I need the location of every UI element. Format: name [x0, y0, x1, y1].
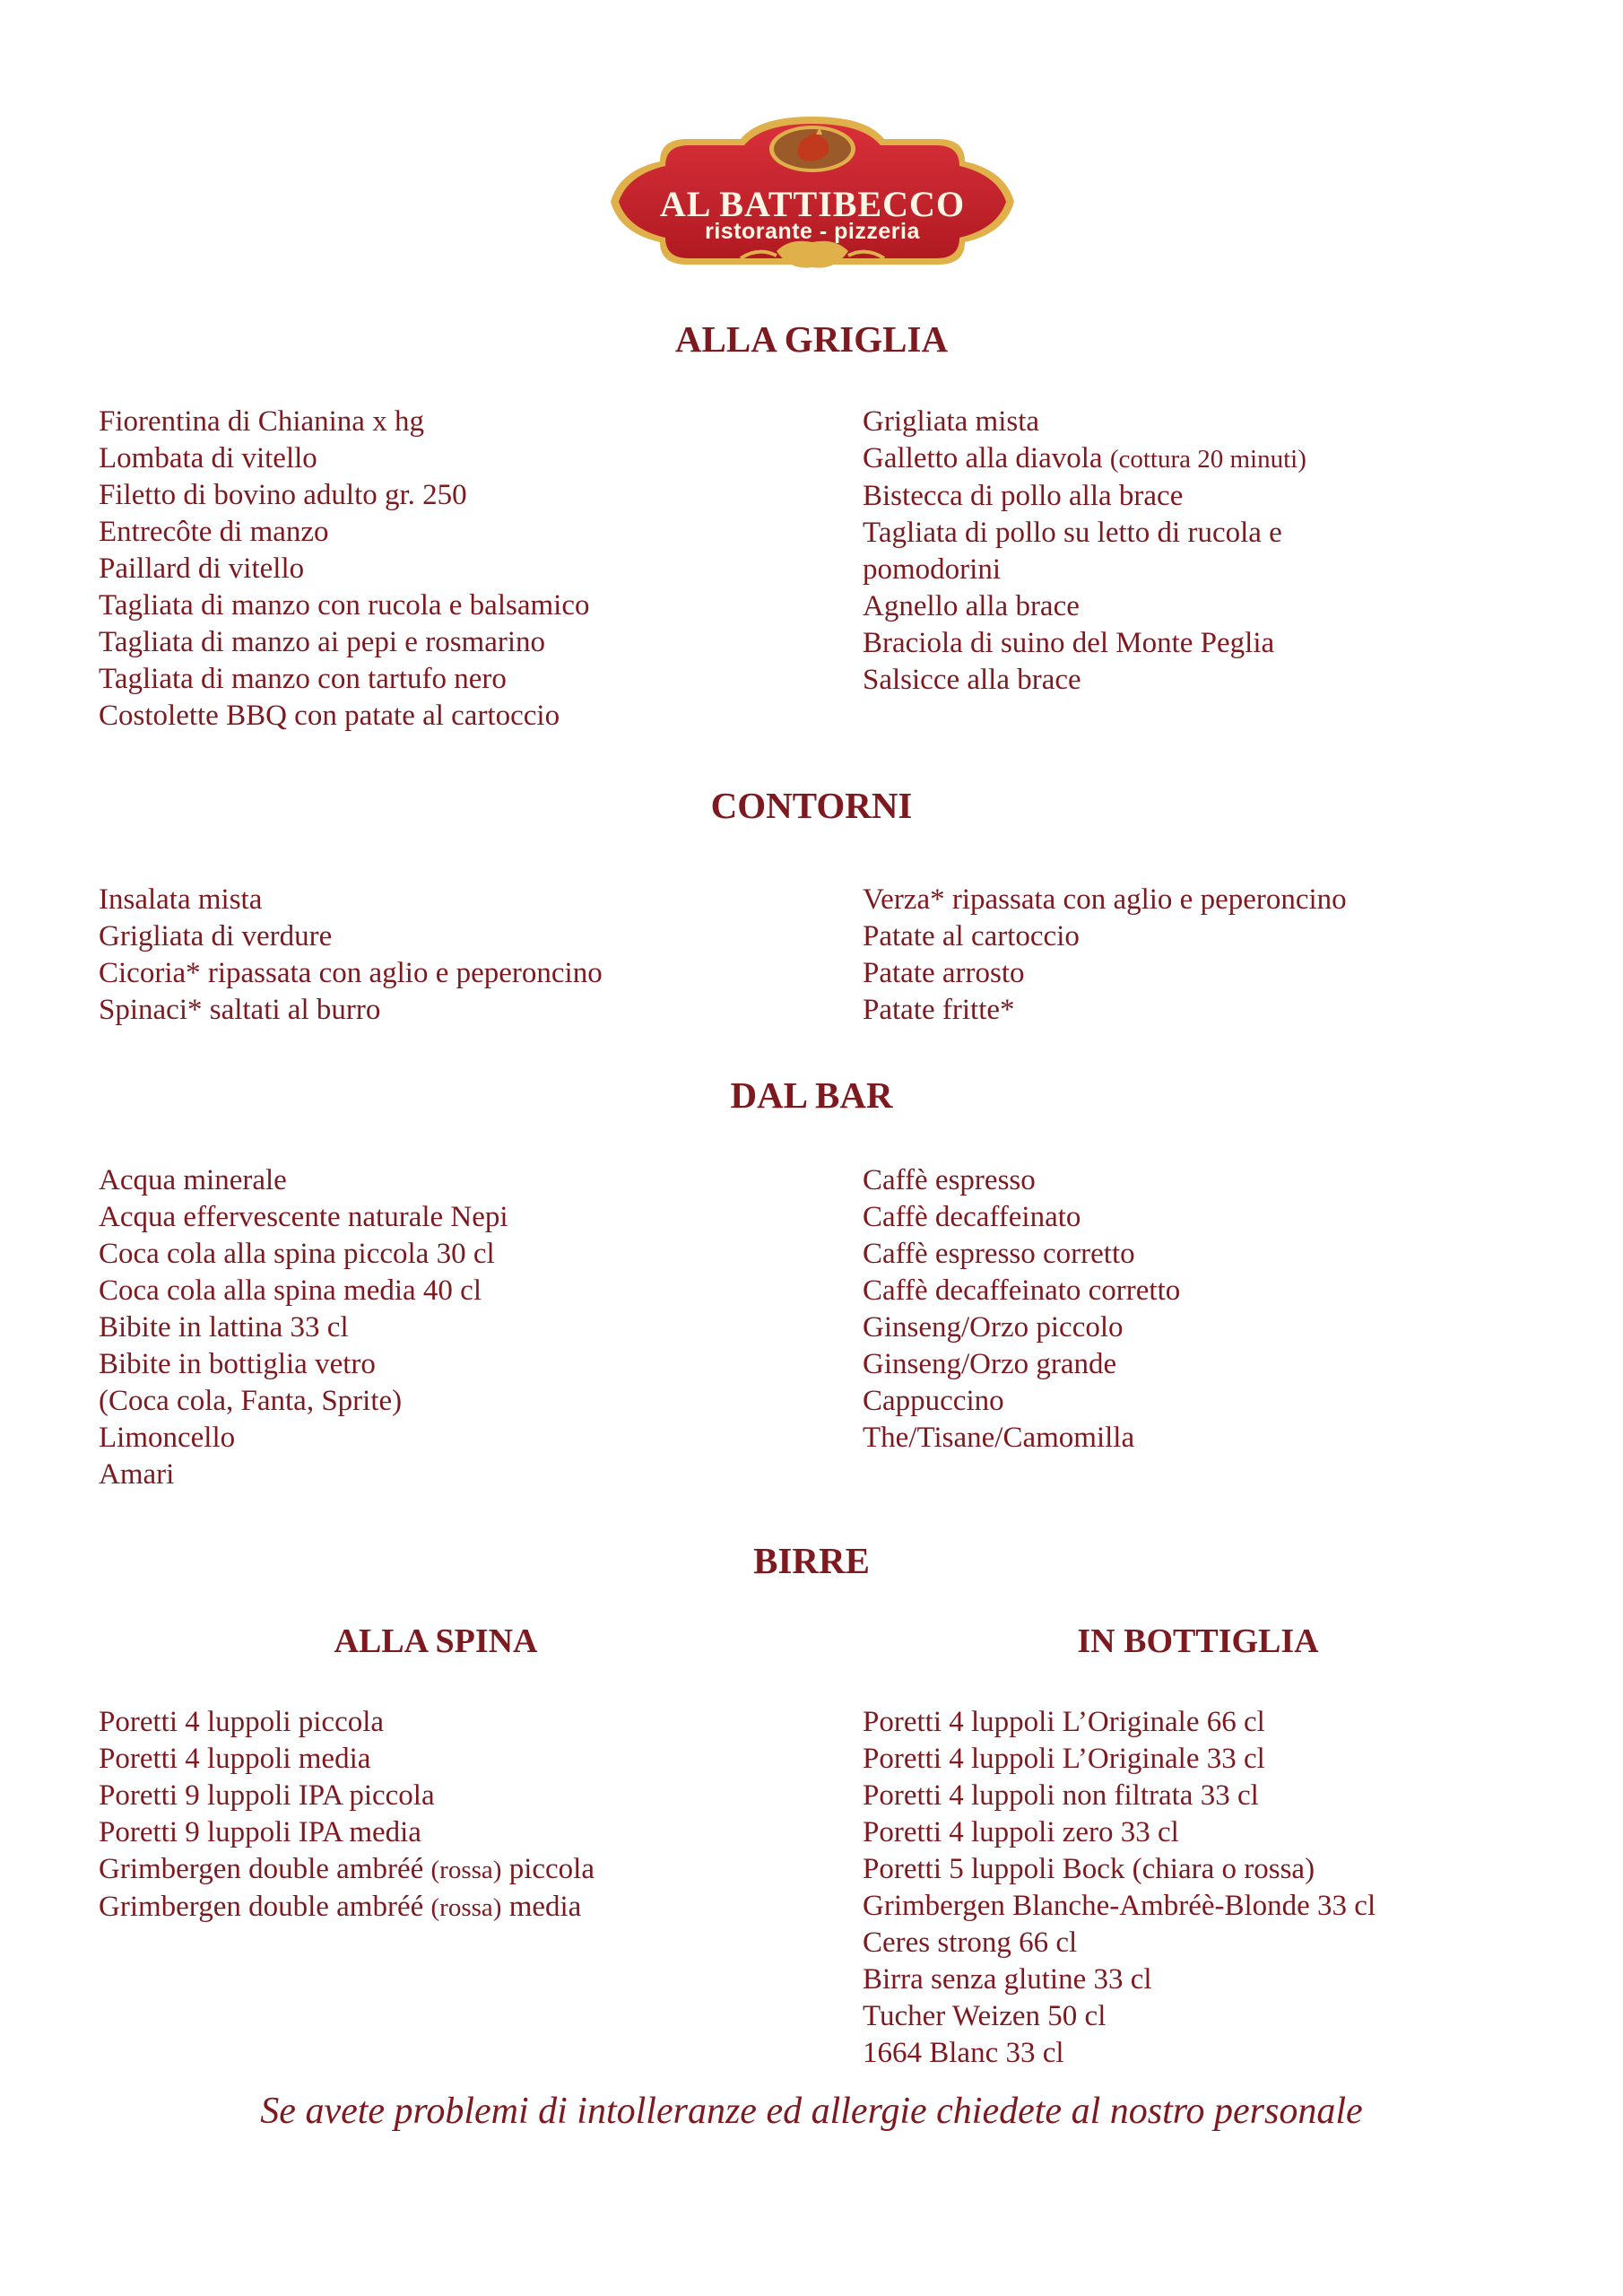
- item-note: (rossa): [430, 1893, 502, 1922]
- list-item: Bibite in lattina 33 cl: [99, 1311, 349, 1344]
- item-text: Grimbergen double ambréé: [99, 1853, 424, 1885]
- logo-name: AL BATTIBECCO: [659, 184, 966, 224]
- birre-bottiglia-list: [863, 1704, 1376, 2072]
- list-item: Ginseng/Orzo grande: [863, 1348, 1117, 1380]
- item-text: media: [508, 1891, 582, 1923]
- list-item: Limoncello: [99, 1422, 236, 1454]
- list-item: Poretti 9 luppoli IPA media: [99, 1816, 421, 1848]
- list-item: [863, 440, 1347, 478]
- list-item: Cicoria* ripassata con aglio e peperoncino: [99, 957, 603, 989]
- list-item: Patate al cartoccio: [863, 920, 1080, 952]
- list-item: Poretti 4 luppoli piccola: [99, 1706, 385, 1738]
- list-item: Patate fritte*: [863, 994, 1015, 1026]
- birre-spina-list: [99, 1704, 595, 1926]
- list-item: Grigliata di verdure: [99, 920, 333, 952]
- list-item: Tagliata di pollo su letto di rucola e pomodorini: [863, 517, 1282, 586]
- list-item: Caffè espresso: [863, 1164, 1036, 1196]
- list-item: Patate arrosto: [863, 957, 1025, 989]
- list-item: Filetto di bovino adulto gr. 250: [99, 479, 467, 511]
- item-text: Galletto alla diavola: [863, 442, 1103, 474]
- list-item: Entrecôte di manzo: [99, 516, 329, 548]
- list-item: Poretti 4 luppoli media: [99, 1743, 371, 1775]
- section-title-bar: DAL BAR: [730, 1074, 893, 1116]
- list-item: Grigliata mista: [863, 405, 1040, 438]
- list-item: [99, 1851, 595, 1889]
- allergy-notice: Se avete problemi di intolleranze ed allergie chiedete al nostro personale: [260, 2091, 1363, 2132]
- subsection-title-bottiglia: IN BOTTIGLIA: [1077, 1622, 1319, 1660]
- item-text: piccola: [508, 1853, 595, 1885]
- list-item: Acqua effervescente naturale Nepi: [99, 1201, 508, 1233]
- restaurant-logo: [606, 117, 1019, 287]
- list-item: Salsicce alla brace: [863, 664, 1081, 696]
- list-item: Acqua minerale: [99, 1164, 287, 1196]
- list-item: Poretti 4 luppoli L’Originale 66 cl: [863, 1706, 1265, 1738]
- list-item: Poretti 4 luppoli zero 33 cl: [863, 1816, 1179, 1848]
- griglia-left-list: [99, 404, 589, 735]
- subsection-title-spina: ALLA SPINA: [334, 1622, 538, 1660]
- item-note: (cottura 20 minuti): [1109, 445, 1306, 474]
- section-title-birre: BIRRE: [753, 1540, 870, 1581]
- list-item: Agnello alla brace: [863, 590, 1080, 622]
- list-item: Tucher Weizen 50 cl: [863, 2000, 1107, 2032]
- list-item: Amari: [99, 1458, 175, 1491]
- bar-left-list: [99, 1162, 508, 1493]
- list-item: Costolette BBQ con patate al cartoccio: [99, 700, 560, 732]
- list-item: Caffè decaffeinato corretto: [863, 1274, 1181, 1307]
- list-item: [99, 1889, 595, 1926]
- list-item: Tagliata di manzo con rucola e balsamico: [99, 589, 590, 622]
- list-item: Spinaci* saltati al burro: [99, 994, 381, 1026]
- section-title-contorni: CONTORNI: [710, 785, 913, 826]
- item-note: (rossa): [430, 1856, 502, 1884]
- list-item: Caffè espresso corretto: [863, 1238, 1135, 1270]
- item-text: Grimbergen double ambréé: [99, 1891, 424, 1923]
- list-item: Ginseng/Orzo piccolo: [863, 1311, 1124, 1344]
- list-item: Poretti 5 luppoli Bock (chiara o rossa): [863, 1853, 1315, 1885]
- list-item: Bistecca di pollo alla brace: [863, 480, 1184, 512]
- list-item: (Coca cola, Fanta, Sprite): [99, 1385, 403, 1417]
- list-item: The/Tisane/Camomilla: [863, 1422, 1135, 1454]
- list-item: Coca cola alla spina media 40 cl: [99, 1274, 482, 1307]
- contorni-right-list: [863, 882, 1347, 1029]
- list-item: Caffè decaffeinato: [863, 1201, 1081, 1233]
- griglia-right-list: [863, 404, 1347, 699]
- list-item: Verza* ripassata con aglio e peperoncino: [863, 883, 1347, 916]
- contorni-left-list: [99, 882, 603, 1029]
- list-item: Grimbergen Blanche-Ambréè-Blonde 33 cl: [863, 1890, 1376, 1922]
- list-item: 1664 Blanc 33 cl: [863, 2037, 1064, 2069]
- list-item: Bibite in bottiglia vetro: [99, 1348, 376, 1380]
- list-item: Birra senza glutine 33 cl: [863, 1963, 1152, 1996]
- list-item: Tagliata di manzo ai pepi e rosmarino: [99, 626, 546, 658]
- section-title-griglia: ALLA GRIGLIA: [674, 318, 949, 360]
- list-item: Poretti 9 luppoli IPA piccola: [99, 1779, 435, 1812]
- list-item: Tagliata di manzo con tartufo nero: [99, 663, 507, 695]
- list-item: Coca cola alla spina piccola 30 cl: [99, 1238, 495, 1270]
- list-item: Lombata di vitello: [99, 442, 317, 474]
- logo-subtitle: ristorante - pizzeria: [705, 219, 920, 244]
- list-item: Paillard di vitello: [99, 552, 305, 585]
- list-item: Insalata mista: [99, 883, 263, 916]
- list-item: Ceres strong 66 cl: [863, 1926, 1078, 1959]
- list-item: Cappuccino: [863, 1385, 1004, 1417]
- list-item: Braciola di suino del Monte Peglia: [863, 627, 1275, 659]
- list-item: Poretti 4 luppoli L’Originale 33 cl: [863, 1743, 1265, 1775]
- list-item: Fiorentina di Chianina x hg: [99, 405, 424, 438]
- list-item: Poretti 4 luppoli non filtrata 33 cl: [863, 1779, 1259, 1812]
- bar-right-list: [863, 1162, 1180, 1457]
